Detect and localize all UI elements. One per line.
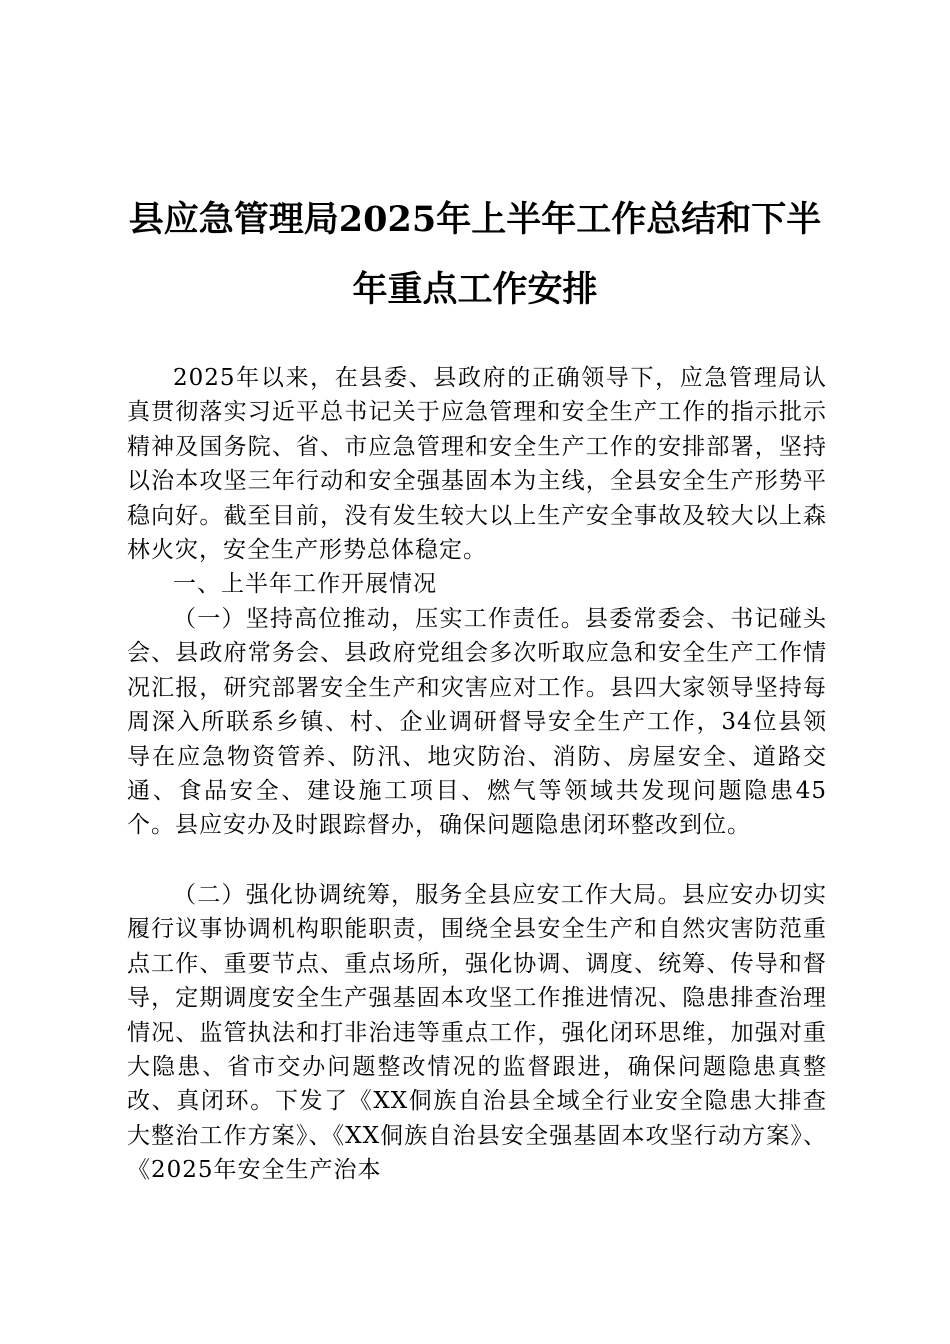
body-paragraph-2: （二）强化协调统筹，服务全县应安工作大局。县应安办切实履行议事协调机构职能职责，围绕全县安全生产和自然灾害防范重点工作、重要节点、重点场所，强化协调、调度、统筹、传导和督导，定期调度安全生产强基固本攻坚工作推进情况、隐患排查治理情况、监管执法和打非治违等重点工作，强化闭环思维，加强对重大隐患、省市交办问题整改情况的监督跟进，确保问题隐患真整改、真闭环。下发了《XX侗族自治县全域全行业安全隐患大排查大整治工作方案》、《XX侗族自治县安全强基固本攻坚行动方案》、《2025年安全生产治本 — [127, 882, 827, 1184]
intro-paragraph: 2025年以来，在县委、县政府的正确领导下，应急管理局认真贯彻落实习近平总书记关于应急管理和安全生产工作的指示批示精神及国务院、省、市应急管理和安全生产工作的安排部署，坚持以治本攻坚三年行动和安全强基固本为主线，全县安全生产形势平稳向好。截至目前，没有发生较大以上生产安全事故及较大以上森林火灾，安全生产形势总体稳定。 — [127, 365, 827, 564]
document-title-line-1: 县应急管理局2025年上半年工作总结和下半 — [128, 199, 822, 240]
section-heading: 一、上半年工作开展情况 — [173, 571, 437, 597]
document-title-line-2: 年重点工作安排 — [352, 269, 598, 310]
body-paragraph-1: （一）坚持高位推动，压实工作责任。县委常委会、书记碰头会、县政府常务会、县政府党组会多次听取应急和安全生产工作情况汇报，研究部署安全生产和灾害应对工作。县四大家领导坚持每周深入所联系乡镇、村、企业调研督导安全生产工作，34位县领导在应急物资管养、防汛、地灾防治、消防、房屋安全、道路交通、食品安全、建设施工项目、燃气等领域共发现问题隐患45个。县应安办及时跟踪督办，确保问题隐患闭环整改到位。 — [127, 606, 827, 839]
